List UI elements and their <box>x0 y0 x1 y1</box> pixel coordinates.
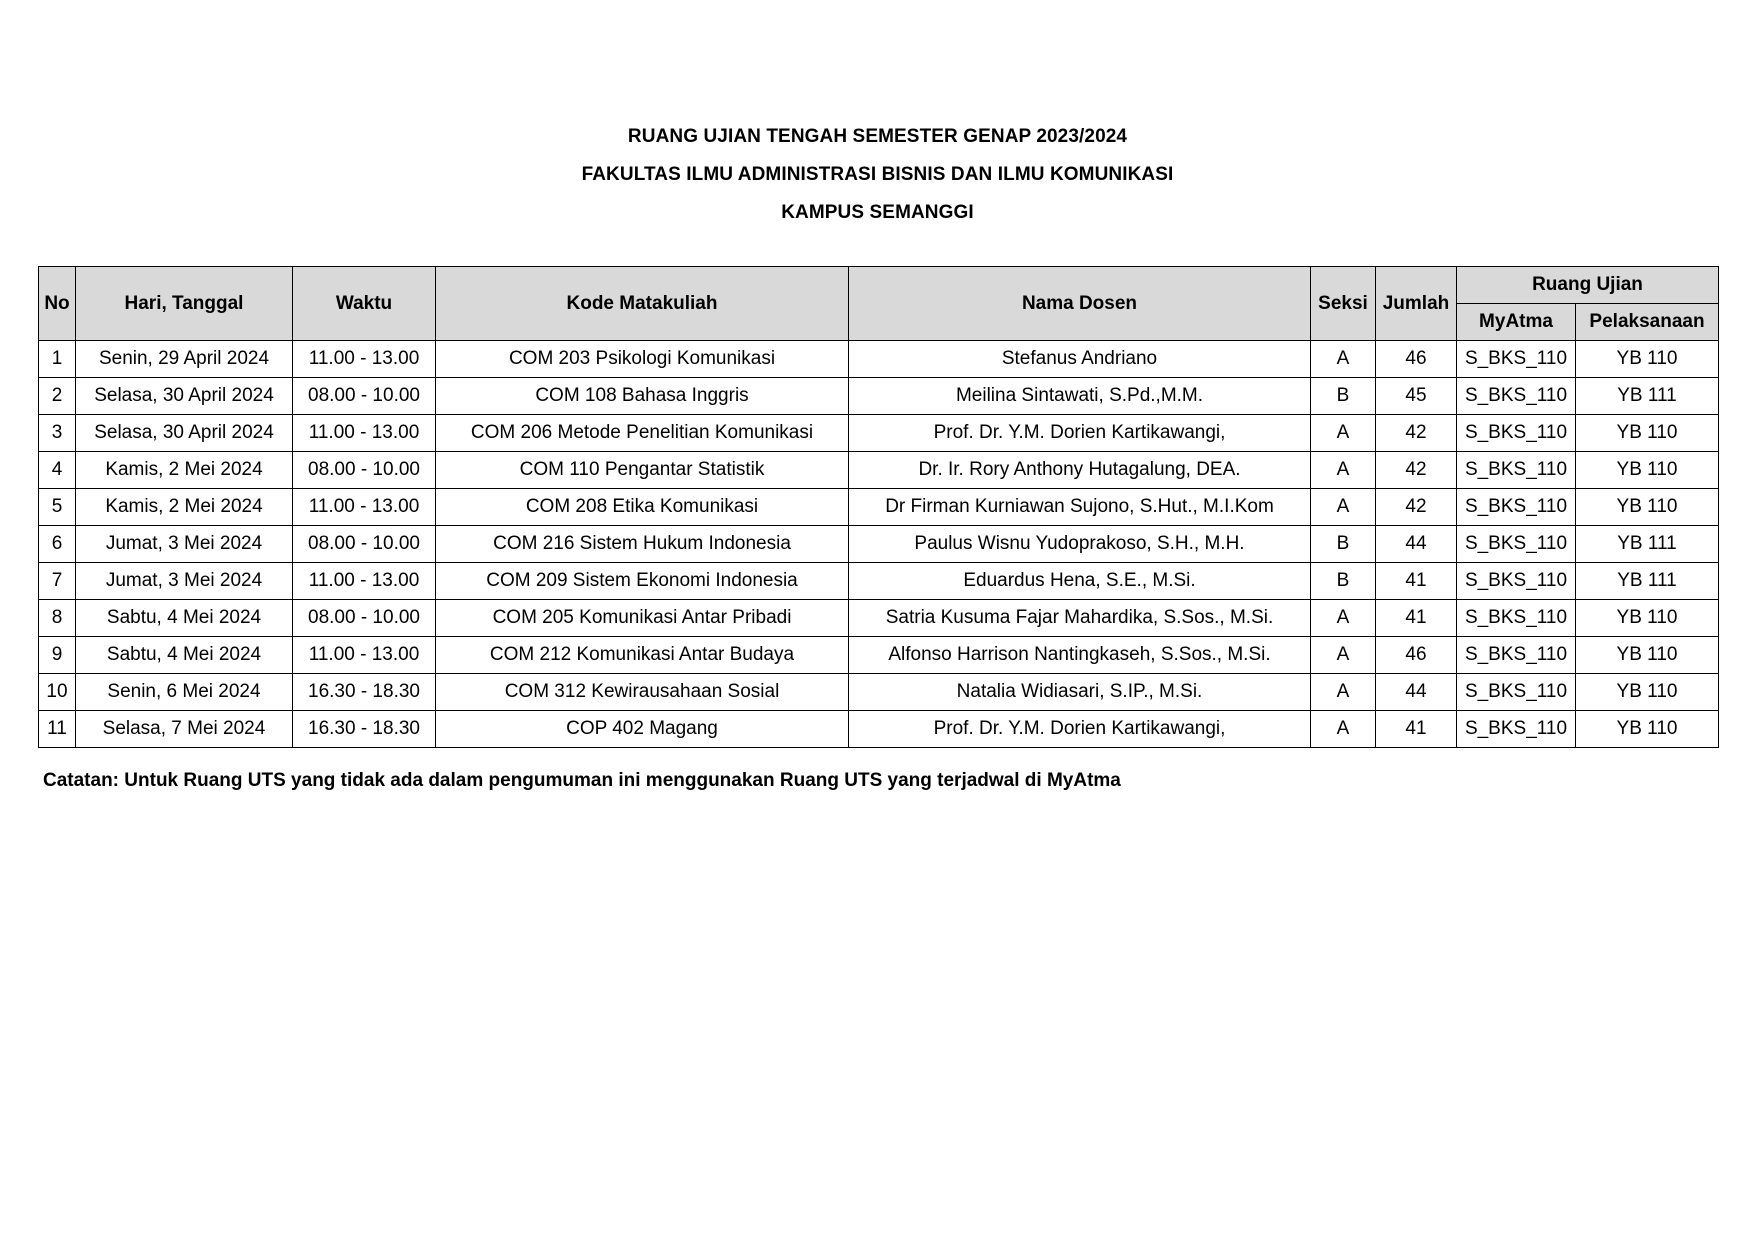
cell-no: 1 <box>39 341 76 378</box>
cell-hari-tanggal: Kamis, 2 Mei 2024 <box>76 489 293 526</box>
cell-hari-tanggal: Sabtu, 4 Mei 2024 <box>76 600 293 637</box>
cell-hari-tanggal: Selasa, 30 April 2024 <box>76 378 293 415</box>
cell-jumlah: 41 <box>1376 563 1457 600</box>
table-row <box>39 526 1719 563</box>
header-kode-matakuliah: Kode Matakuliah <box>436 267 849 341</box>
cell-waktu: 11.00 - 13.00 <box>293 415 436 452</box>
cell-waktu: 08.00 - 10.00 <box>293 600 436 637</box>
cell-no: 7 <box>39 563 76 600</box>
cell-no: 9 <box>39 637 76 674</box>
cell-waktu: 08.00 - 10.00 <box>293 452 436 489</box>
cell-jumlah: 41 <box>1376 600 1457 637</box>
cell-waktu: 08.00 - 10.00 <box>293 526 436 563</box>
header-ruang-ujian: Ruang Ujian <box>1457 267 1719 304</box>
cell-seksi: B <box>1311 526 1376 563</box>
cell-jumlah: 46 <box>1376 341 1457 378</box>
cell-no: 10 <box>39 674 76 711</box>
cell-no: 4 <box>39 452 76 489</box>
header-hari-tanggal: Hari, Tanggal <box>76 267 293 341</box>
cell-waktu: 16.30 - 18.30 <box>293 674 436 711</box>
cell-kode-matakuliah: COP 402 Magang <box>436 711 849 748</box>
cell-seksi: A <box>1311 341 1376 378</box>
table-body <box>39 341 1719 748</box>
header-seksi: Seksi <box>1311 267 1376 341</box>
exam-schedule-table <box>38 266 1719 748</box>
cell-kode-matakuliah: COM 208 Etika Komunikasi <box>436 489 849 526</box>
title-line-2: FAKULTAS ILMU ADMINISTRASI BISNIS DAN ILMU KOMUNIKASI <box>581 164 1174 185</box>
cell-pelaksanaan: YB 110 <box>1576 711 1719 748</box>
cell-kode-matakuliah: COM 212 Komunikasi Antar Budaya <box>436 637 849 674</box>
table-row <box>39 600 1719 637</box>
cell-myatma: S_BKS_110 <box>1457 341 1576 378</box>
cell-waktu: 11.00 - 13.00 <box>293 341 436 378</box>
cell-no: 3 <box>39 415 76 452</box>
header-pelaksanaan: Pelaksanaan <box>1576 304 1719 341</box>
cell-nama-dosen: Meilina Sintawati, S.Pd.,M.M. <box>849 378 1311 415</box>
header-jumlah: Jumlah <box>1376 267 1457 341</box>
cell-seksi: B <box>1311 378 1376 415</box>
cell-myatma: S_BKS_110 <box>1457 452 1576 489</box>
cell-seksi: A <box>1311 674 1376 711</box>
title-line-1: RUANG UJIAN TENGAH SEMESTER GENAP 2023/2024 <box>627 126 1128 147</box>
cell-kode-matakuliah: COM 110 Pengantar Statistik <box>436 452 849 489</box>
cell-hari-tanggal: Selasa, 7 Mei 2024 <box>76 711 293 748</box>
table-row <box>39 711 1719 748</box>
table-row <box>39 415 1719 452</box>
table-row <box>39 341 1719 378</box>
cell-nama-dosen: Eduardus Hena, S.E., M.Si. <box>849 563 1311 600</box>
cell-nama-dosen: Stefanus Andriano <box>849 341 1311 378</box>
cell-myatma: S_BKS_110 <box>1457 711 1576 748</box>
cell-nama-dosen: Natalia Widiasari, S.IP., M.Si. <box>849 674 1311 711</box>
cell-waktu: 11.00 - 13.00 <box>293 489 436 526</box>
cell-jumlah: 44 <box>1376 526 1457 563</box>
cell-nama-dosen: Paulus Wisnu Yudoprakoso, S.H., M.H. <box>849 526 1311 563</box>
title-line-3: KAMPUS SEMANGGI <box>781 202 974 223</box>
header-waktu: Waktu <box>293 267 436 341</box>
cell-jumlah: 45 <box>1376 378 1457 415</box>
cell-no: 6 <box>39 526 76 563</box>
cell-myatma: S_BKS_110 <box>1457 415 1576 452</box>
cell-pelaksanaan: YB 111 <box>1576 378 1719 415</box>
cell-kode-matakuliah: COM 312 Kewirausahaan Sosial <box>436 674 849 711</box>
cell-seksi: A <box>1311 637 1376 674</box>
cell-kode-matakuliah: COM 203 Psikologi Komunikasi <box>436 341 849 378</box>
cell-jumlah: 44 <box>1376 674 1457 711</box>
table-header <box>39 267 1719 341</box>
cell-pelaksanaan: YB 110 <box>1576 637 1719 674</box>
cell-hari-tanggal: Senin, 29 April 2024 <box>76 341 293 378</box>
footnote: Catatan: Untuk Ruang UTS yang tidak ada dalam pengumuman ini menggunakan Ruang UTS yang terjadwal di MyAtma <box>43 770 1121 791</box>
table-row <box>39 637 1719 674</box>
cell-nama-dosen: Alfonso Harrison Nantingkaseh, S.Sos., M.Si. <box>849 637 1311 674</box>
cell-seksi: B <box>1311 563 1376 600</box>
cell-myatma: S_BKS_110 <box>1457 600 1576 637</box>
cell-no: 2 <box>39 378 76 415</box>
table-row <box>39 452 1719 489</box>
cell-kode-matakuliah: COM 205 Komunikasi Antar Pribadi <box>436 600 849 637</box>
cell-jumlah: 41 <box>1376 711 1457 748</box>
cell-hari-tanggal: Jumat, 3 Mei 2024 <box>76 563 293 600</box>
cell-jumlah: 42 <box>1376 415 1457 452</box>
cell-pelaksanaan: YB 110 <box>1576 452 1719 489</box>
table-row <box>39 378 1719 415</box>
cell-jumlah: 42 <box>1376 489 1457 526</box>
cell-jumlah: 46 <box>1376 637 1457 674</box>
cell-waktu: 08.00 - 10.00 <box>293 378 436 415</box>
cell-kode-matakuliah: COM 209 Sistem Ekonomi Indonesia <box>436 563 849 600</box>
cell-myatma: S_BKS_110 <box>1457 563 1576 600</box>
cell-myatma: S_BKS_110 <box>1457 637 1576 674</box>
cell-pelaksanaan: YB 110 <box>1576 600 1719 637</box>
cell-seksi: A <box>1311 600 1376 637</box>
cell-nama-dosen: Dr. Ir. Rory Anthony Hutagalung, DEA. <box>849 452 1311 489</box>
cell-waktu: 11.00 - 13.00 <box>293 563 436 600</box>
cell-hari-tanggal: Selasa, 30 April 2024 <box>76 415 293 452</box>
cell-kode-matakuliah: COM 206 Metode Penelitian Komunikasi <box>436 415 849 452</box>
table-row <box>39 489 1719 526</box>
cell-kode-matakuliah: COM 108 Bahasa Inggris <box>436 378 849 415</box>
cell-hari-tanggal: Sabtu, 4 Mei 2024 <box>76 637 293 674</box>
cell-no: 8 <box>39 600 76 637</box>
cell-pelaksanaan: YB 110 <box>1576 489 1719 526</box>
document-header <box>0 118 1755 232</box>
cell-hari-tanggal: Jumat, 3 Mei 2024 <box>76 526 293 563</box>
table-row <box>39 674 1719 711</box>
cell-jumlah: 42 <box>1376 452 1457 489</box>
cell-kode-matakuliah: COM 216 Sistem Hukum Indonesia <box>436 526 849 563</box>
cell-pelaksanaan: YB 110 <box>1576 674 1719 711</box>
cell-no: 5 <box>39 489 76 526</box>
header-myatma: MyAtma <box>1457 304 1576 341</box>
cell-seksi: A <box>1311 415 1376 452</box>
cell-pelaksanaan: YB 110 <box>1576 415 1719 452</box>
cell-nama-dosen: Prof. Dr. Y.M. Dorien Kartikawangi, <box>849 711 1311 748</box>
cell-pelaksanaan: YB 110 <box>1576 341 1719 378</box>
cell-nama-dosen: Satria Kusuma Fajar Mahardika, S.Sos., M.Si. <box>849 600 1311 637</box>
cell-myatma: S_BKS_110 <box>1457 489 1576 526</box>
cell-seksi: A <box>1311 452 1376 489</box>
header-no: No <box>39 267 76 341</box>
table-row <box>39 563 1719 600</box>
cell-myatma: S_BKS_110 <box>1457 674 1576 711</box>
cell-pelaksanaan: YB 111 <box>1576 563 1719 600</box>
cell-myatma: S_BKS_110 <box>1457 526 1576 563</box>
cell-no: 11 <box>39 711 76 748</box>
cell-seksi: A <box>1311 489 1376 526</box>
cell-seksi: A <box>1311 711 1376 748</box>
cell-hari-tanggal: Kamis, 2 Mei 2024 <box>76 452 293 489</box>
cell-waktu: 11.00 - 13.00 <box>293 637 436 674</box>
cell-myatma: S_BKS_110 <box>1457 378 1576 415</box>
header-nama-dosen: Nama Dosen <box>849 267 1311 341</box>
cell-hari-tanggal: Senin, 6 Mei 2024 <box>76 674 293 711</box>
cell-nama-dosen: Prof. Dr. Y.M. Dorien Kartikawangi, <box>849 415 1311 452</box>
cell-nama-dosen: Dr Firman Kurniawan Sujono, S.Hut., M.I.Kom <box>849 489 1311 526</box>
cell-waktu: 16.30 - 18.30 <box>293 711 436 748</box>
cell-pelaksanaan: YB 111 <box>1576 526 1719 563</box>
